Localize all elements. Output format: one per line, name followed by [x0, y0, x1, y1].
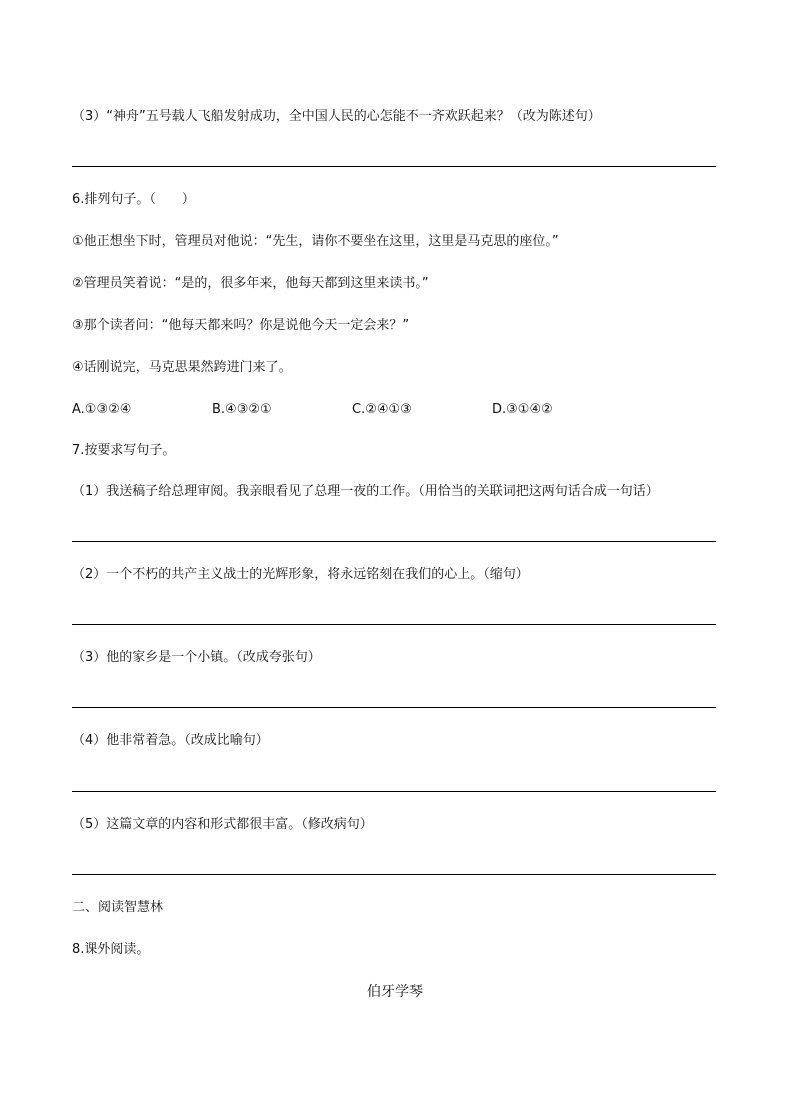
passage-title: 伯牙学琴	[367, 984, 423, 1000]
q7-item-2: （2）一个不朽的共产主义战士的光辉形象，将永远铭刻在我们的心上。（缩句）	[72, 567, 529, 582]
q7-title: 7.按要求写句子。	[72, 443, 176, 458]
q7-item-5: （5）这篇文章的内容和形式都很丰富。（修改病句）	[72, 817, 373, 832]
answer-line-q5-3[interactable]	[72, 166, 716, 167]
q6-sentence-1: ①他正想坐下时，管理员对他说：“先生，请你不要坐在这里，这里是马克思的座位。”	[72, 234, 559, 249]
q8-title: 8.课外阅读。	[72, 942, 150, 957]
answer-line-q7-2[interactable]	[72, 624, 716, 625]
q6-sentence-4: ④话刚说完，马克思果然跨进门来了。	[72, 360, 292, 375]
q6-sentence-3: ③那个读者问：“他每天都来吗？你是说他今天一定会来？”	[72, 318, 410, 333]
q7-item-3: （3）他的家乡是一个小镇。（改成夸张句）	[72, 650, 321, 665]
q5-item-3: （3）“神舟”五号载人飞船发射成功，全中国人民的心怎能不一齐欢跃起来？（改为陈述句）	[72, 109, 601, 124]
answer-line-q7-4[interactable]	[72, 791, 716, 792]
section-2-title: 二、阅读智慧林	[72, 900, 164, 915]
q6-option-b[interactable]: B.④③②①	[212, 402, 272, 417]
q6-sentence-2: ②管理员笑着说：“是的，很多年来，他每天都到这里来读书。”	[72, 276, 429, 291]
q6-option-a[interactable]: A.①③②④	[72, 402, 132, 417]
answer-line-q7-1[interactable]	[72, 541, 716, 542]
q7-item-4: （4）他非常着急。（改成比喻句）	[72, 733, 269, 748]
answer-line-q7-3[interactable]	[72, 707, 716, 708]
q7-item-1: （1）我送稿子给总理审阅。我亲眼看见了总理一夜的工作。（用恰当的关联词把这两句话合成一句话）	[72, 484, 659, 499]
q6-title: 6.排列句子。（ ）	[72, 192, 195, 207]
answer-line-q7-5[interactable]	[72, 874, 716, 875]
q6-option-c[interactable]: C.②④①③	[352, 402, 412, 417]
q6-option-d[interactable]: D.③①④②	[492, 402, 553, 417]
